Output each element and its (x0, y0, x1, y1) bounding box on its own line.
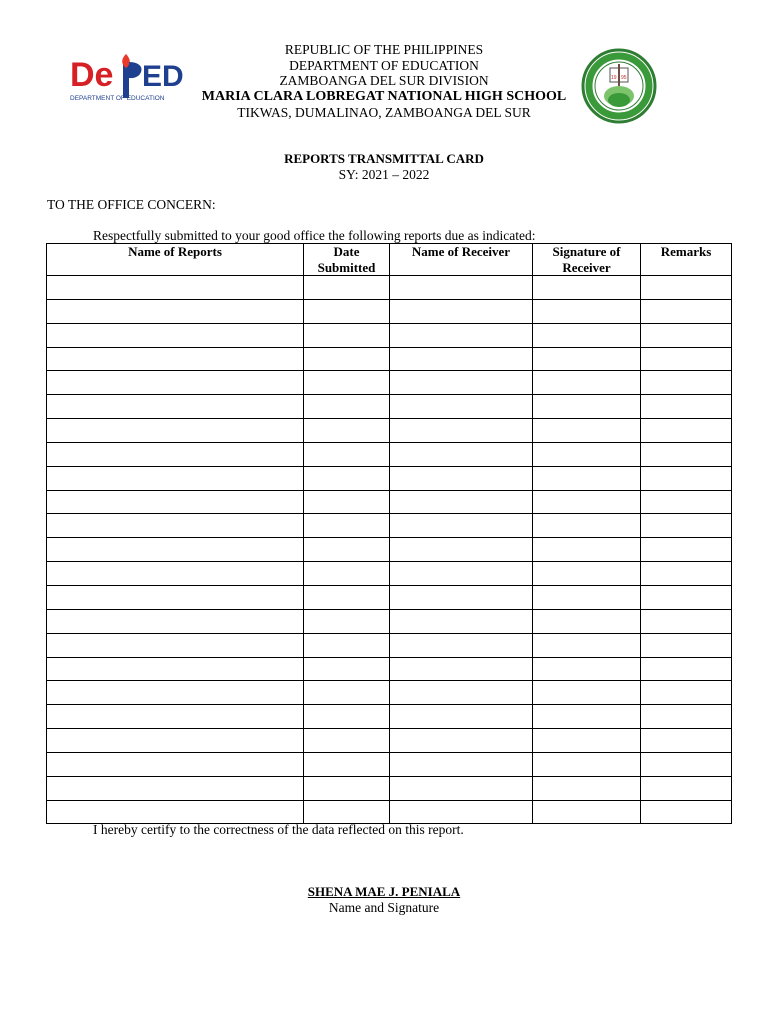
table-row (47, 705, 732, 729)
table-cell[interactable] (390, 466, 533, 490)
table-cell[interactable] (47, 395, 304, 419)
table-row (47, 585, 732, 609)
table-cell[interactable] (533, 800, 641, 824)
table-cell[interactable] (533, 514, 641, 538)
table-cell[interactable] (390, 323, 533, 347)
table-body (47, 276, 732, 824)
certification-statement: I hereby certify to the correctness of the data reflected on this report. (93, 822, 464, 837)
table-cell[interactable] (47, 490, 304, 514)
table-row (47, 776, 732, 800)
table-cell[interactable] (47, 538, 304, 562)
table-cell[interactable] (533, 681, 641, 705)
column-header-name-of-receiver: Name of Receiver (390, 244, 533, 276)
table-cell[interactable] (533, 657, 641, 681)
table-cell[interactable] (641, 633, 732, 657)
table-cell[interactable] (641, 514, 732, 538)
table-cell[interactable] (641, 323, 732, 347)
table-cell[interactable] (304, 395, 390, 419)
table-cell[interactable] (390, 442, 533, 466)
table-cell[interactable] (641, 490, 732, 514)
table-cell[interactable] (390, 633, 533, 657)
table-cell[interactable] (304, 776, 390, 800)
reports-table (46, 243, 732, 824)
table-cell[interactable] (641, 395, 732, 419)
table-cell[interactable] (304, 705, 390, 729)
table-cell[interactable] (533, 371, 641, 395)
table-cell[interactable] (533, 490, 641, 514)
table-cell[interactable] (304, 633, 390, 657)
table-cell[interactable] (641, 562, 732, 586)
column-header-date-submitted: Date Submitted (304, 244, 390, 276)
table-cell[interactable] (390, 395, 533, 419)
table-row (47, 442, 732, 466)
table-row (47, 323, 732, 347)
table-row (47, 729, 732, 753)
table-cell[interactable] (390, 371, 533, 395)
svg-text:De: De (70, 56, 114, 94)
table-cell[interactable] (304, 276, 390, 300)
deped-logo-subtext: DEPARTMENT OF EDUCATION (70, 95, 165, 102)
table-cell[interactable] (47, 419, 304, 443)
table-cell[interactable] (304, 681, 390, 705)
table-cell[interactable] (304, 442, 390, 466)
table-cell[interactable] (533, 752, 641, 776)
table-cell[interactable] (641, 347, 732, 371)
table-cell[interactable] (47, 371, 304, 395)
signatory-name: SHENA MAE J. PENIALA (307, 884, 461, 899)
table-cell[interactable] (304, 562, 390, 586)
table-cell[interactable] (390, 419, 533, 443)
table-cell[interactable] (47, 442, 304, 466)
table-cell[interactable] (641, 466, 732, 490)
table-cell[interactable] (47, 800, 304, 824)
table-cell[interactable] (47, 585, 304, 609)
school-year: SY: 2021 – 2022 (338, 167, 430, 182)
table-cell[interactable] (641, 752, 732, 776)
table-cell[interactable] (641, 371, 732, 395)
table-cell[interactable] (304, 800, 390, 824)
table-cell[interactable] (641, 681, 732, 705)
table-cell[interactable] (641, 276, 732, 300)
table-cell[interactable] (47, 347, 304, 371)
table-row (47, 347, 732, 371)
signatory-caption: Name and Signature (328, 900, 440, 915)
header-address: TIKWAS, DUMALINAO, ZAMBOANGA DEL SUR (237, 105, 531, 120)
document-title: REPORTS TRANSMITTAL CARD (284, 151, 484, 166)
column-header-signature-of-receiver: Signature of Receiver (533, 244, 641, 276)
table-cell[interactable] (390, 276, 533, 300)
column-header-name-of-reports: Name of Reports (47, 244, 304, 276)
table-cell[interactable] (390, 776, 533, 800)
table-cell[interactable] (533, 323, 641, 347)
table-cell[interactable] (533, 776, 641, 800)
table-row (47, 371, 732, 395)
table-cell[interactable] (390, 705, 533, 729)
table-cell[interactable] (304, 299, 390, 323)
table-header-row (47, 244, 732, 276)
table-cell[interactable] (47, 681, 304, 705)
table-cell[interactable] (47, 752, 304, 776)
table-cell[interactable] (47, 776, 304, 800)
table-cell[interactable] (304, 419, 390, 443)
table-cell[interactable] (641, 705, 732, 729)
table-cell[interactable] (47, 657, 304, 681)
table-row (47, 681, 732, 705)
table-cell[interactable] (304, 323, 390, 347)
table-row (47, 276, 732, 300)
table-row (47, 562, 732, 586)
table-cell[interactable] (390, 299, 533, 323)
table-cell[interactable] (641, 585, 732, 609)
header-department: DEPARTMENT OF EDUCATION (289, 58, 479, 73)
table-cell[interactable] (641, 442, 732, 466)
table-cell[interactable] (304, 657, 390, 681)
table-cell[interactable] (304, 490, 390, 514)
table-cell[interactable] (641, 776, 732, 800)
table-cell[interactable] (533, 538, 641, 562)
table-cell[interactable] (390, 585, 533, 609)
table-row (47, 657, 732, 681)
table-cell[interactable] (47, 729, 304, 753)
table-cell[interactable] (47, 705, 304, 729)
column-header-remarks: Remarks (641, 244, 732, 276)
table-row (47, 466, 732, 490)
table-cell[interactable] (533, 609, 641, 633)
table-row (47, 538, 732, 562)
table-cell[interactable] (390, 609, 533, 633)
table-cell[interactable] (304, 752, 390, 776)
table-cell[interactable] (47, 299, 304, 323)
table-cell[interactable] (47, 276, 304, 300)
table-cell[interactable] (533, 633, 641, 657)
table-cell[interactable] (47, 514, 304, 538)
table-cell[interactable] (533, 585, 641, 609)
table-cell[interactable] (304, 466, 390, 490)
table-cell[interactable] (390, 657, 533, 681)
table-cell[interactable] (641, 419, 732, 443)
table-cell[interactable] (47, 323, 304, 347)
table-cell[interactable] (390, 490, 533, 514)
table-cell[interactable] (304, 538, 390, 562)
table-cell[interactable] (533, 562, 641, 586)
table-cell[interactable] (533, 395, 641, 419)
table-cell[interactable] (47, 609, 304, 633)
table-row (47, 752, 732, 776)
header-republic: REPUBLIC OF THE PHILIPPINES (284, 42, 484, 57)
table-row (47, 490, 732, 514)
table-cell[interactable] (533, 299, 641, 323)
table-cell[interactable] (533, 442, 641, 466)
table-cell[interactable] (390, 538, 533, 562)
addressee-line: TO THE OFFICE CONCERN: (47, 197, 216, 212)
table-cell[interactable] (47, 466, 304, 490)
table-cell[interactable] (533, 466, 641, 490)
table-cell[interactable] (641, 609, 732, 633)
table-cell[interactable] (47, 633, 304, 657)
table-row (47, 395, 732, 419)
table-cell[interactable] (390, 514, 533, 538)
table-cell[interactable] (390, 347, 533, 371)
table-cell[interactable] (533, 705, 641, 729)
table-cell[interactable] (533, 419, 641, 443)
table-cell[interactable] (533, 276, 641, 300)
intro-line: Respectfully submitted to your good office the following reports due as indicated: (93, 228, 536, 243)
table-row (47, 299, 732, 323)
table-cell[interactable] (533, 729, 641, 753)
table-cell[interactable] (641, 299, 732, 323)
table-row (47, 609, 732, 633)
table-cell[interactable] (304, 609, 390, 633)
table-cell[interactable] (304, 347, 390, 371)
table-cell[interactable] (641, 657, 732, 681)
table-cell[interactable] (390, 729, 533, 753)
table-cell[interactable] (390, 752, 533, 776)
table-row (47, 514, 732, 538)
svg-text:ED: ED (142, 60, 184, 93)
table-cell[interactable] (390, 800, 533, 824)
table-cell[interactable] (390, 681, 533, 705)
table-cell[interactable] (641, 800, 732, 824)
table-row (47, 633, 732, 657)
table-cell[interactable] (641, 729, 732, 753)
table-row (47, 419, 732, 443)
header-school-name: MARIA CLARA LOBREGAT NATIONAL HIGH SCHOOL (201, 89, 567, 104)
table-cell[interactable] (390, 562, 533, 586)
table-cell[interactable] (641, 538, 732, 562)
table-cell[interactable] (304, 585, 390, 609)
svg-text:95: 95 (621, 75, 627, 81)
header-division: ZAMBOANGA DEL SUR DIVISION (279, 73, 489, 88)
table-row (47, 800, 732, 824)
table-cell[interactable] (47, 562, 304, 586)
table-cell[interactable] (304, 729, 390, 753)
table-cell[interactable] (533, 347, 641, 371)
table-cell[interactable] (304, 514, 390, 538)
table-cell[interactable] (304, 371, 390, 395)
svg-text:19: 19 (611, 75, 617, 81)
